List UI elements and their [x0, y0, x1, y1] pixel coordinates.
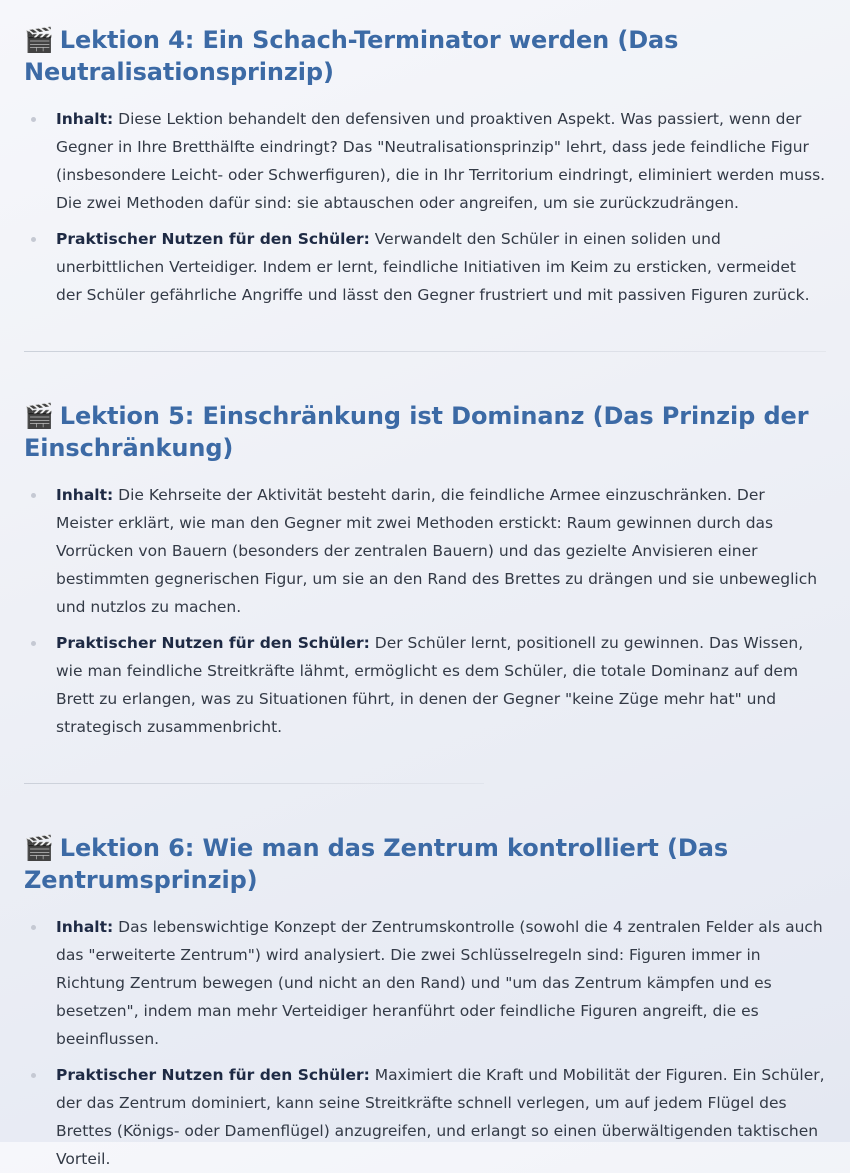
clapperboard-icon: 🎬: [24, 26, 54, 54]
list-item: [56, 481, 826, 621]
lesson-title-text: Lektion 4: Ein Schach-Terminator werden (Das Neutralisationsprinzip): [24, 26, 679, 86]
lesson-points: [24, 105, 826, 309]
list-item: [56, 629, 826, 741]
point-text: Diese Lektion behandelt den defensiven und proaktiven Aspekt. Was passiert, wenn der Gegner in Ihre Bretthälfte eindringt? Das "Neutralisationsprinzip" lehrt, dass jede feindliche Figur (insbesondere Leicht- oder Schwerfiguren), die in Ihr Territorium eindringt, eliminiert werden muss. Die zwei Methoden dafür sind: sie abtauschen oder angreifen, um sie zurückzudrängen.: [56, 110, 826, 212]
point-text: Verwandelt den Schüler in einen soliden und unerbittlichen Verteidiger. Indem er lernt, feindliche Initiativen im Keim zu ersticken, vermeidet der Schüler gefährliche Angriffe und lässt den Gegner frustriert und mit passiven Figuren zurück.: [56, 230, 810, 304]
point-text: Die Kehrseite der Aktivität besteht darin, die feindliche Armee einzuschränken. Der Meister erklärt, wie man den Gegner mit zwei Methoden erstickt: Raum gewinnen durch das Vorrücken von Bauern (besonders der zentralen Bauern) und das gezielte Anvisieren einer bestimmten gegnerischen Figur, um sie an den Rand des Brettes zu drängen und sie unbeweglich und nutzlos zu machen.: [56, 486, 818, 616]
point-text: Das lebenswichtige Konzept der Zentrumskontrolle (sowohl die 4 zentralen Felder als auch das "erweiterte Zentrum") wird analysiert. Die zwei Schlüsselregeln sind: Figuren immer in Richtung Zentrum bewegen (und nicht an den Rand) und "um das Zentrum kämpfen und es besetzen", indem man mehr Verteidiger heranführt oder feindliche Figuren angreift, die es beeinflussen.: [56, 918, 823, 1048]
section-divider: [24, 783, 484, 784]
lesson-points: [24, 481, 826, 741]
lesson-title: [24, 24, 826, 88]
list-item: [56, 225, 826, 309]
lesson-6: [24, 832, 826, 1173]
lesson-title: [24, 400, 826, 464]
lesson-title-text: Lektion 6: Wie man das Zentrum kontrolliert (Das Zentrumsprinzip): [24, 834, 729, 894]
clapperboard-icon: 🎬: [24, 402, 54, 430]
list-item: [56, 105, 826, 217]
section-divider: [24, 351, 826, 352]
point-label: Praktischer Nutzen für den Schüler:: [56, 230, 370, 248]
list-item: [56, 913, 826, 1053]
point-text: Der Schüler lernt, positionell zu gewinnen. Das Wissen, wie man feindliche Streitkräfte lähmt, ermöglicht es dem Schüler, die totale Dominanz auf dem Brett zu erlangen, was zu Situationen führt, in denen der Gegner "keine Züge mehr hat" und strategisch zusammenbricht.: [56, 634, 804, 736]
point-text: Maximiert die Kraft und Mobilität der Figuren. Ein Schüler, der das Zentrum dominiert, kann seine Streitkräfte schnell verlegen, um auf jedem Flügel des Brettes (Königs- oder Damenflügel) anzugreifen, und erlangt so einen überwältigenden taktischen Vorteil.: [56, 1066, 825, 1168]
lesson-title: [24, 832, 826, 896]
point-label: Praktischer Nutzen für den Schüler:: [56, 1066, 370, 1084]
point-label: Inhalt:: [56, 110, 114, 128]
clapperboard-icon: 🎬: [24, 834, 54, 862]
point-label: Inhalt:: [56, 486, 114, 504]
list-item: [56, 1061, 826, 1173]
lesson-title-text: Lektion 5: Einschränkung ist Dominanz (Das Prinzip der Einschränkung): [24, 402, 809, 462]
point-label: Praktischer Nutzen für den Schüler:: [56, 634, 370, 652]
lesson-5: [24, 400, 826, 741]
point-label: Inhalt:: [56, 918, 114, 936]
lesson-4: [24, 24, 826, 309]
lesson-points: [24, 913, 826, 1173]
